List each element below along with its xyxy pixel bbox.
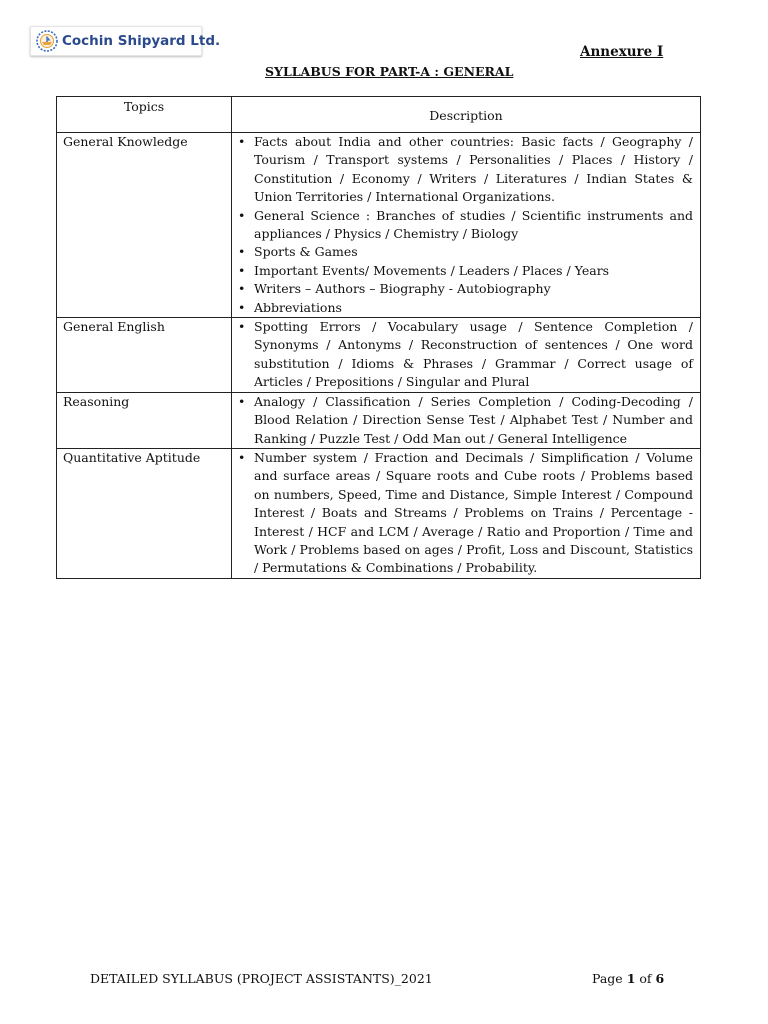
shipyard-emblem-icon <box>35 29 59 53</box>
annexure-label: Annexure I <box>580 44 664 60</box>
column-header-description: Description <box>232 97 701 133</box>
table-row <box>57 318 701 393</box>
topic-cell: Reasoning <box>57 392 232 448</box>
description-list <box>232 393 693 448</box>
list-item: • Abbreviations <box>254 299 693 317</box>
list-item: • Spotting Errors / Vocabulary usage / Sentence Completion / Synonyms / Antonyms / Reconstruction of sentences / One word substitution / Idioms & Phrases / Grammar / Correct usage of Articles / Prepositions / Singular and Plural <box>254 318 693 392</box>
page-word: Page <box>592 971 623 986</box>
footer-document-title: DETAILED SYLLABUS (PROJECT ASSISTANTS)_2021 <box>90 971 433 986</box>
list-item: • Number system / Fraction and Decimals / Simplification / Volume and surface areas / Square roots and Cube roots / Problems based on numbers, Speed, Time and Distance, Simple Interest / Compound Interest / Boats and Streams / Problems on Trains / Percentage - Interest / HCF and LCM / Average / Ratio and Proportion / Time and Work / Problems based on ages / Profit, Loss and Discount, Statistics / Permutations & Combinations / Probability. <box>254 449 693 578</box>
topic-cell: General Knowledge <box>57 133 232 318</box>
description-cell <box>232 448 701 578</box>
table-row <box>57 392 701 448</box>
logo-text: Cochin Shipyard Ltd. <box>62 33 221 49</box>
description-cell <box>232 392 701 448</box>
page-number <box>592 971 664 986</box>
page-current: 1 <box>626 971 636 986</box>
description-list <box>232 133 693 317</box>
page-of: of <box>639 971 652 986</box>
list-item: • Sports & Games <box>254 243 693 261</box>
list-item: • Important Events/ Movements / Leaders / Places / Years <box>254 262 693 280</box>
list-item: • Writers – Authors – Biography - Autobiography <box>254 280 693 298</box>
list-item: • Facts about India and other countries: Basic facts / Geography / Tourism / Transport systems / Personalities / Places / History / Constitution / Economy / Writers / Literatures / Indian States & Union Territories / International Organizations. <box>254 133 693 207</box>
page-total: 6 <box>655 971 665 986</box>
description-cell <box>232 133 701 318</box>
column-header-topics: Topics <box>57 97 232 133</box>
description-list <box>232 318 693 392</box>
list-item: • Analogy / Classification / Series Completion / Coding-Decoding / Blood Relation / Direction Sense Test / Alphabet Test / Number and Ranking / Puzzle Test / Odd Man out / General Intelligence <box>254 393 693 448</box>
table-row <box>57 448 701 578</box>
list-item: • General Science : Branches of studies / Scientific instruments and appliances / Physics / Chemistry / Biology <box>254 207 693 244</box>
company-logo <box>30 26 221 56</box>
page-title: SYLLABUS FOR PART-A : GENERAL <box>265 64 514 79</box>
description-cell <box>232 318 701 393</box>
table-header-row <box>57 97 701 133</box>
description-list <box>232 449 693 578</box>
syllabus-table <box>56 96 701 579</box>
table-row <box>57 133 701 318</box>
topic-cell: Quantitative Aptitude <box>57 448 232 578</box>
topic-cell: General English <box>57 318 232 393</box>
